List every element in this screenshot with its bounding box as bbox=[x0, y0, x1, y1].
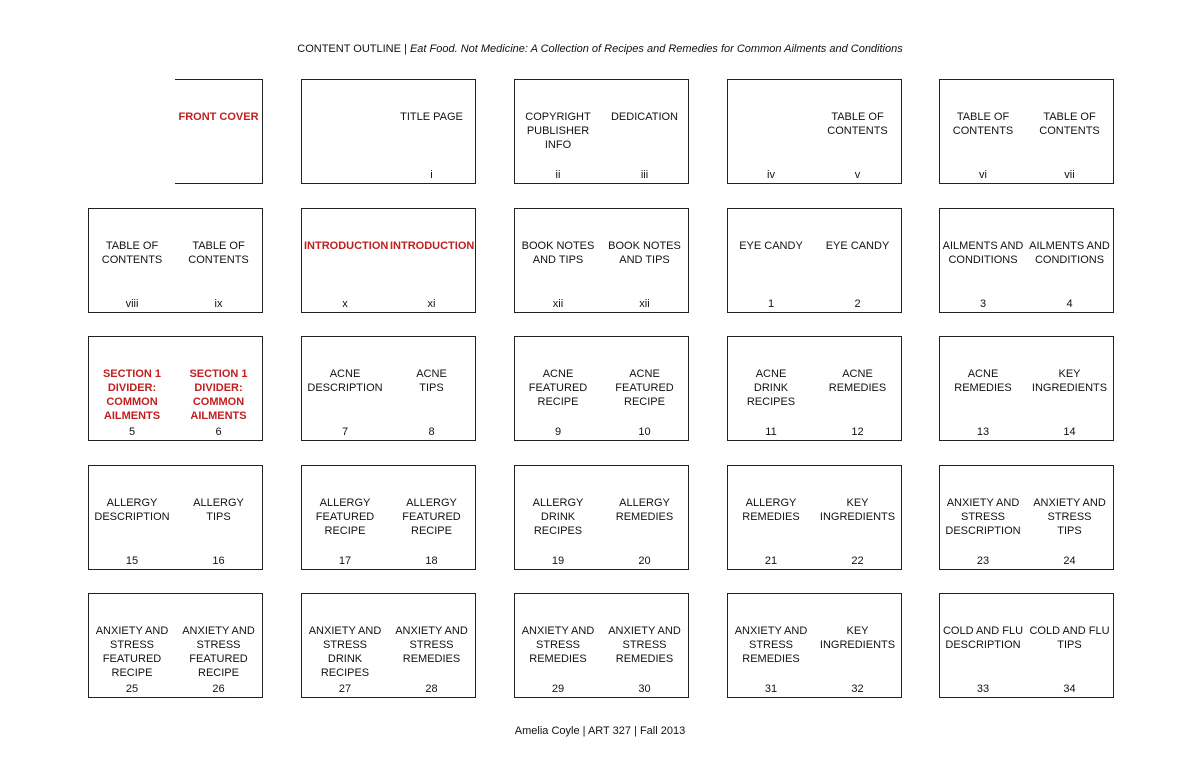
page-thumbnail bbox=[514, 336, 602, 441]
page-thumbnail bbox=[1026, 336, 1114, 441]
page-number: 15 bbox=[125, 555, 139, 567]
page-number: 20 bbox=[638, 555, 651, 567]
page-number: 14 bbox=[1063, 426, 1076, 438]
page-thumbnail bbox=[814, 336, 902, 441]
page-thumbnail bbox=[388, 593, 476, 698]
page-label: INTRODUCTION bbox=[390, 240, 475, 252]
page-number: 12 bbox=[851, 426, 864, 438]
page-label: ANXIETY AND STRESS REMEDIES bbox=[608, 625, 681, 665]
page-label: FRONT COVER bbox=[178, 111, 259, 123]
page-thumbnail bbox=[88, 465, 176, 570]
page-thumbnail bbox=[301, 79, 389, 184]
page-label: EYE CANDY bbox=[825, 240, 890, 252]
page-thumbnail bbox=[601, 593, 689, 698]
page-number: 4 bbox=[1066, 298, 1073, 310]
page-label: ANXIETY AND STRESS DRINK RECIPES bbox=[308, 625, 382, 679]
page-number: 26 bbox=[212, 683, 225, 695]
page-number: 18 bbox=[425, 555, 438, 567]
page-label: TABLE OF CONTENTS bbox=[827, 111, 888, 137]
page-label: AILMENTS AND CONDITIONS bbox=[942, 240, 1024, 266]
page-thumbnail bbox=[301, 336, 389, 441]
book-title: Eat Food. Not Medicine: A Collection of Recipes and Remedies for Common Ailments and Conditions bbox=[409, 43, 903, 55]
page-number: iv bbox=[767, 169, 775, 181]
page-thumbnail bbox=[727, 465, 815, 570]
page-label: TABLE OF CONTENTS bbox=[188, 240, 249, 266]
page-number: 9 bbox=[554, 426, 562, 438]
page-thumbnail bbox=[175, 465, 263, 570]
page-number: 10 bbox=[638, 426, 651, 438]
page-label: INTRODUCTION bbox=[304, 240, 389, 252]
page-label: ANXIETY AND STRESS REMEDIES bbox=[521, 625, 595, 665]
page-thumbnail bbox=[301, 593, 389, 698]
page-label: ALLERGY REMEDIES bbox=[742, 497, 800, 523]
page-thumbnail bbox=[814, 465, 902, 570]
page-number: 29 bbox=[551, 683, 565, 695]
page-number: 17 bbox=[338, 555, 352, 567]
page-thumbnail bbox=[88, 336, 176, 441]
page-label: ACNE DRINK RECIPES bbox=[746, 368, 796, 408]
page-label: COLD AND FLU DESCRIPTION bbox=[942, 625, 1024, 651]
page-label: COPYRIGHT PUBLISHER INFO bbox=[525, 111, 591, 151]
page-label: KEY INGREDIENTS bbox=[1031, 368, 1108, 394]
page-label: ACNE REMEDIES bbox=[954, 368, 1012, 394]
page-label: KEY INGREDIENTS bbox=[819, 625, 896, 651]
page-label: ACNE FEATURED RECIPE bbox=[615, 368, 674, 408]
page-thumbnail bbox=[514, 79, 602, 184]
page-label: KEY INGREDIENTS bbox=[819, 497, 896, 523]
page-thumbnail bbox=[727, 593, 815, 698]
page-number: ii bbox=[555, 169, 561, 181]
page-thumbnail bbox=[388, 79, 476, 184]
page-number: 25 bbox=[125, 683, 139, 695]
page-number: 27 bbox=[338, 683, 352, 695]
page-thumbnail bbox=[939, 208, 1027, 313]
page-label: ANXIETY AND STRESS FEATURED RECIPE bbox=[95, 625, 169, 679]
page-thumbnail bbox=[1026, 593, 1114, 698]
page-thumbnail bbox=[814, 593, 902, 698]
page-thumbnail bbox=[727, 79, 815, 184]
page-label: EYE CANDY bbox=[739, 240, 803, 252]
page-number: 33 bbox=[976, 683, 990, 695]
page-thumbnail bbox=[388, 208, 476, 313]
page-number: 2 bbox=[854, 298, 861, 310]
page-number: 5 bbox=[128, 426, 136, 438]
header-prefix: CONTENT OUTLINE | bbox=[297, 43, 410, 55]
page-thumbnail bbox=[939, 593, 1027, 698]
page-label: ALLERGY REMEDIES bbox=[615, 497, 674, 523]
page-thumbnail bbox=[1026, 208, 1114, 313]
page-thumbnail bbox=[601, 336, 689, 441]
page-label: SECTION 1 DIVIDER: COMMON AILMENTS bbox=[189, 368, 248, 422]
page-thumbnail bbox=[175, 208, 263, 313]
page-thumbnail bbox=[1026, 79, 1114, 184]
page-thumbnail bbox=[514, 208, 602, 313]
page-number: 24 bbox=[1063, 555, 1076, 567]
page-number: 6 bbox=[215, 426, 222, 438]
page-number: viii bbox=[125, 298, 139, 310]
page-number: 28 bbox=[425, 683, 438, 695]
page-label: ACNE DESCRIPTION bbox=[307, 368, 383, 394]
page-thumbnail bbox=[88, 593, 176, 698]
page-number: 34 bbox=[1063, 683, 1076, 695]
page-label: ACNE FEATURED RECIPE bbox=[528, 368, 588, 408]
page-label: ACNE TIPS bbox=[416, 368, 447, 394]
page-label: BOOK NOTES AND TIPS bbox=[521, 240, 595, 266]
page-thumbnail bbox=[727, 336, 815, 441]
page-label: ANXIETY AND STRESS DESCRIPTION bbox=[945, 497, 1021, 537]
page-label: TABLE OF CONTENTS bbox=[952, 111, 1014, 137]
page-label: TABLE OF CONTENTS bbox=[1039, 111, 1100, 137]
page-thumbnail bbox=[1026, 465, 1114, 570]
page-thumbnail bbox=[175, 593, 263, 698]
page-number: ix bbox=[214, 298, 223, 310]
page-number: 21 bbox=[764, 555, 778, 567]
page-thumbnail bbox=[601, 208, 689, 313]
page-number: iii bbox=[640, 169, 649, 181]
page-footer: Amelia Coyle | ART 327 | Fall 2013 bbox=[514, 725, 686, 737]
page-thumbnail bbox=[388, 465, 476, 570]
page-thumbnail bbox=[939, 336, 1027, 441]
page-number: v bbox=[854, 169, 861, 181]
page-number: 3 bbox=[979, 298, 987, 310]
page-number: xii bbox=[552, 298, 564, 310]
page-number: 30 bbox=[638, 683, 651, 695]
page-label: ANXIETY AND STRESS REMEDIES bbox=[734, 625, 808, 665]
page-thumbnail bbox=[175, 336, 263, 441]
page-number: 19 bbox=[551, 555, 565, 567]
page-label: ANXIETY AND STRESS TIPS bbox=[1033, 497, 1106, 537]
page-label: ANXIETY AND STRESS REMEDIES bbox=[395, 625, 468, 665]
page-thumbnail bbox=[601, 465, 689, 570]
page-number: xii bbox=[639, 298, 650, 310]
page-label: ALLERGY FEATURED RECIPE bbox=[402, 497, 461, 537]
page-thumbnail bbox=[301, 208, 389, 313]
page-number: 31 bbox=[764, 683, 778, 695]
page-number: 8 bbox=[428, 426, 435, 438]
page-label: ALLERGY FEATURED RECIPE bbox=[315, 497, 375, 537]
page-thumbnail bbox=[939, 79, 1027, 184]
page-label: TABLE OF CONTENTS bbox=[101, 240, 163, 266]
page-thumbnail bbox=[514, 465, 602, 570]
page-number: 1 bbox=[767, 298, 775, 310]
page-number: 7 bbox=[341, 426, 349, 438]
page-thumbnail bbox=[939, 465, 1027, 570]
page-label: ALLERGY TIPS bbox=[193, 497, 244, 523]
page-thumbnail bbox=[88, 208, 176, 313]
page-number: 11 bbox=[765, 426, 777, 438]
page-label: SECTION 1 DIVIDER: COMMON AILMENTS bbox=[102, 368, 162, 422]
page-label: ACNE REMEDIES bbox=[828, 368, 887, 394]
page-number: 22 bbox=[851, 555, 864, 567]
page-number: xi bbox=[427, 298, 436, 310]
page-label: ALLERGY DRINK RECIPES bbox=[532, 497, 584, 537]
page-number: 23 bbox=[976, 555, 990, 567]
page-thumbnail bbox=[388, 336, 476, 441]
page-thumbnail bbox=[814, 208, 902, 313]
page-label: COLD AND FLU TIPS bbox=[1029, 625, 1110, 651]
page-number: 32 bbox=[851, 683, 864, 695]
page-thumbnail bbox=[514, 593, 602, 698]
page-label: DEDICATION bbox=[610, 111, 679, 123]
page-label: ANXIETY AND STRESS FEATURED RECIPE bbox=[182, 625, 255, 679]
page-number: 13 bbox=[976, 426, 990, 438]
page-number: 16 bbox=[212, 555, 225, 567]
page-thumbnail bbox=[727, 208, 815, 313]
page-thumbnail bbox=[601, 79, 689, 184]
page-number: i bbox=[430, 169, 433, 181]
page-thumbnail bbox=[175, 79, 263, 184]
page-number: x bbox=[342, 298, 348, 310]
page-thumbnail bbox=[301, 465, 389, 570]
page-label: AILMENTS AND CONDITIONS bbox=[1029, 240, 1110, 266]
page-number: vii bbox=[1064, 169, 1075, 181]
page-thumbnail bbox=[814, 79, 902, 184]
page-label: TITLE PAGE bbox=[400, 111, 463, 123]
page-label: BOOK NOTES AND TIPS bbox=[608, 240, 681, 266]
page-label: ALLERGY DESCRIPTION bbox=[94, 497, 170, 523]
page-number: vi bbox=[979, 169, 987, 181]
